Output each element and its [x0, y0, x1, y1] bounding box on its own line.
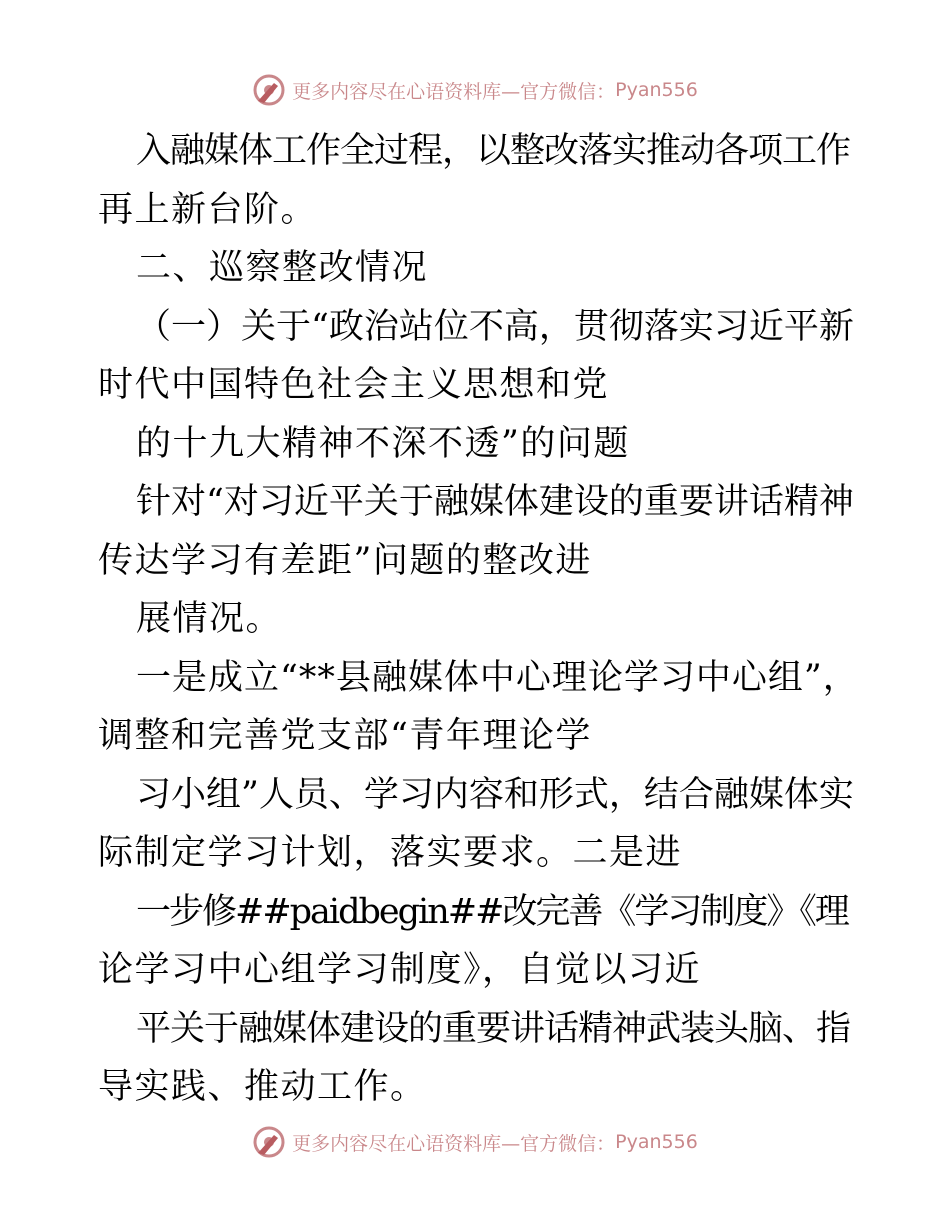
text-line: 入融媒体工作全过程，以整改落实推动各项工作 — [136, 131, 851, 171]
text-line: 再上新台阶。 — [98, 189, 318, 230]
watermark-text: 更多内容尽在心语资料库—官方微信： — [292, 80, 616, 103]
text-line: 一是成立“**县融媒体中心理论学习中心组”， — [136, 657, 859, 698]
text-line: 习小组”人员、学习内容和形式，结合融媒体实 — [136, 774, 854, 815]
watermark-text: 更多内容尽在心语资料库—官方微信： — [292, 1132, 616, 1155]
text-line: 导实践、推动工作。 — [98, 1067, 427, 1107]
text-line: 平关于融媒体建设的重要讲话精神武装头脑、指 — [136, 1008, 851, 1049]
text-line: 展情况。 — [136, 599, 283, 639]
text-line: 际制定学习计划，落实要求。二是进 — [98, 833, 683, 873]
text-line: 时代中国特色社会主义思想和党 — [98, 365, 610, 405]
header-watermark — [0, 70, 950, 110]
text-line: 的十九大精神不深不透”的问题 — [136, 423, 630, 464]
section-heading: 二、巡察整改情况 — [136, 248, 429, 288]
text-line: 一步修##paidbegin##改完善《学习制度》《理 — [136, 891, 848, 932]
watermark-wechat-id: Pyan556 — [615, 79, 698, 101]
logo-icon — [252, 1125, 286, 1159]
text-line: 针对“对习近平关于融媒体建设的重要讲话精神 — [136, 482, 854, 522]
footer-watermark — [0, 1122, 950, 1162]
document-body — [98, 122, 858, 1117]
text-line: （一）关于“政治站位不高，贯彻落实习近平新 — [136, 306, 854, 347]
text-line: 调整和完善党支部“青年理论学 — [98, 716, 592, 756]
watermark-wechat-id: Pyan556 — [615, 1131, 698, 1153]
text-line: 传达学习有差距”问题的整改进 — [98, 540, 592, 581]
text-line: 论学习中心组学习制度》，自觉以习近 — [98, 950, 702, 990]
logo-icon — [252, 73, 286, 107]
